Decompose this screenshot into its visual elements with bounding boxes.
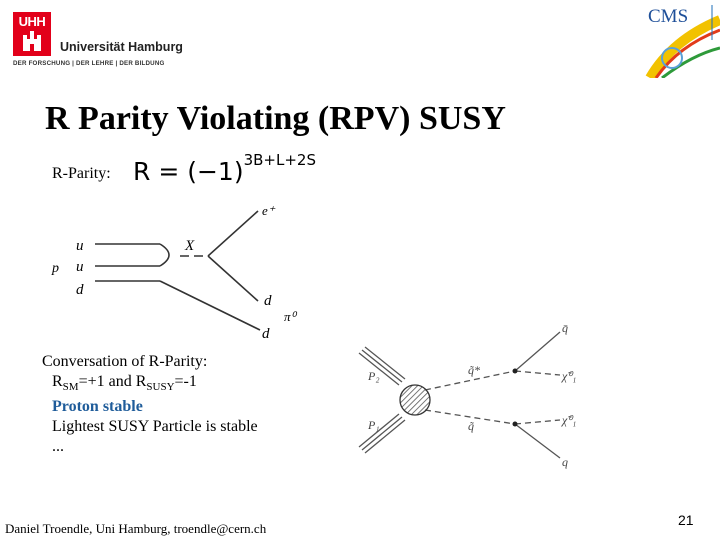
neutralino-upper-label: χ̃⁰₁ (562, 369, 577, 383)
beam-p2-label: P₂ (368, 369, 380, 383)
uhh-logo-letters: UHH (18, 14, 46, 29)
pion-label: π⁰ (284, 309, 296, 324)
formula-base: R = (−1) (133, 157, 244, 186)
r-values-end: =-1 (174, 373, 197, 390)
r-sm-symbol: R (52, 373, 63, 390)
squark-production-diagram (340, 310, 600, 480)
quark-label: q (562, 455, 568, 469)
mediator-label: X (185, 238, 195, 254)
conservation-heading: Conversation of R-Parity: (42, 353, 208, 370)
antiquark-label: q̄ (562, 321, 568, 335)
proton-label: p (52, 261, 59, 276)
susy-subscript: SUSY (146, 381, 175, 394)
body-text (42, 352, 258, 457)
quark-d-label: d (76, 282, 84, 298)
lsp-stable-line: Lightest SUSY Particle is stable (52, 418, 258, 436)
proton-decay-diagram (40, 195, 340, 345)
uhh-logo (13, 12, 51, 56)
castle-icon (21, 30, 43, 52)
slide-title: R Parity Violating (RPV) SUSY (45, 100, 506, 137)
out-dbar-label: d (262, 326, 270, 342)
university-tagline: DER FORSCHUNG | DER LEHRE | DER BILDUNG (13, 60, 165, 67)
quark-u1-label: u (76, 238, 84, 254)
rparity-formula (133, 151, 316, 186)
cms-logo (642, 0, 720, 78)
ellipsis-line: ... (52, 438, 64, 456)
r-values-line (42, 372, 258, 397)
beam-p1-label: P₁ (368, 418, 380, 432)
footer-author: Daniel Troendle, Uni Hamburg, troendle@cern.ch (5, 521, 267, 536)
university-name: Universität Hamburg (60, 40, 183, 54)
out-d-label: d (264, 293, 272, 309)
quark-u2-label: u (76, 259, 84, 275)
squark-label: q̃ (468, 419, 474, 433)
sm-subscript: SM (62, 381, 79, 394)
cms-logo-text: CMS (648, 6, 689, 27)
page-number: 21 (678, 512, 694, 528)
formula-exponent: 3B+L+2S (243, 151, 316, 169)
r-values-mid: =+1 and R (78, 373, 147, 390)
neutralino-lower-label: χ̃⁰₁ (562, 413, 577, 427)
positron-label: e⁺ (262, 203, 275, 218)
proton-stable-line: Proton stable (52, 398, 143, 416)
hard-scatter-blob (400, 385, 430, 415)
rparity-label: R-Parity: (52, 165, 111, 182)
squark-star-label: q̃* (468, 363, 480, 377)
